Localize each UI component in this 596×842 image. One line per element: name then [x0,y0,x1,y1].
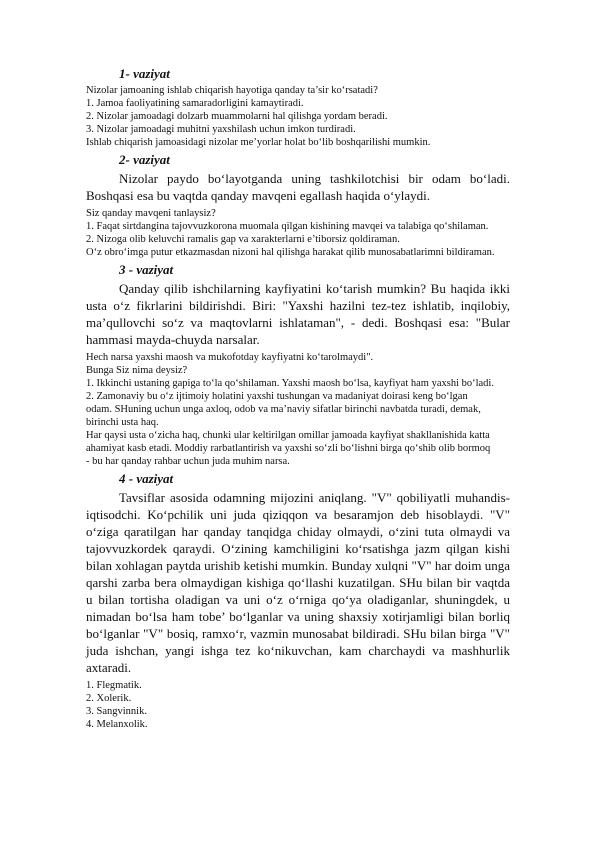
s4-option: 1. Flegmatik. [86,680,142,691]
s3-line: Hech narsa yaxshi maosh va mukofotday kayfiyatni ko‘tarolmaydi". [86,352,374,363]
s2-body: Nizolar paydo bo‘layotganda uning tashkilotchisi bir odam bo‘ladi. Boshqasi esa bu vaqtda qanday mavqeni egallash haqida o‘ylaydi. [86,171,510,203]
s3-lines [86,351,510,468]
s1-line: Ishlab chiqarish jamoasidagi nizolar me’yorlar holat bo‘lib boshqarilishi mumkin. [86,137,431,148]
s3-line: Har qaysi usta o‘zicha haq, chunki ular keltirilgan omillar jamoada kayfiyat shakllanishida katta [86,430,490,441]
document-page [86,66,510,731]
s2-line: O‘z obro‘imga putur etkazmasdan nizoni hal qilishga harakat qilib munosabatlarimni bildiraman. [86,247,495,258]
s2-line: 2. Nizoga olib keluvchi ramalis gap va xarakterlarni e’tiborsiz qoldiraman. [86,234,400,245]
s2-line: 1. Faqat sirtdangina tajovvuzkorona muomala qilgan kishining mavqei va talabiga qo‘shilaman. [86,221,489,232]
s4-heading: 4 - vaziyat [119,471,174,486]
s1-line: 3. Nizolar jamoadagi muhitni yaxshilash uchun imkon turdiradi. [86,124,356,135]
s3-heading: 3 - vaziyat [119,262,174,277]
s3-line: odam. SHuning uchun unga axloq, odob va ma’naviy sifatlar birinchi navbatda turadi, demak, [86,404,481,415]
s1-line: 1. Jamoa faoliyatining samaradorligini kamaytiradi. [86,98,304,109]
s3-line: - bu har qanday rahbar uchun juda muhim narsa. [86,456,290,467]
s2-heading: 2- vaziyat [119,152,170,167]
s3-line: ahamiyat kasb etadi. Moddiy rarbatlantirish va yaxshi so‘zli bo‘lishni birga qo‘shib olib bormoq [86,443,491,454]
s3-line: 2. Zamonaviy bu o‘z ijtimoiy holatini yaxshi tushungan va madaniyat doirasi keng bo‘lgan [86,391,468,402]
s1-heading: 1- vaziyat [119,66,170,81]
s4-body: Tavsiflar asosida odamning mijozini aniqlang. "V" qobiliyatli muhandis-iqtisodchi. Ko‘pchilik uni juda qiziqqon va besaramjon deb hisoblaydi. "V" o‘ziga qaratilgan har qanday tanqidga chiday olmaydi, o‘zini tuta olmaydi va tajovvuzkordek qaraydi. O‘zining kamchiligini ko‘rsatishga jazm qilgan kishi bilan xohlagan paytda urishib ketishi mumkin. Bunday xulqni "V" har doim unga qarshi zarba bera olmaydigan kishiga qo‘llashi kuzatilgan. SHu bilan bir vaqtda u bilan tortisha oladigan va uni o‘z o‘rniga qo‘ya oladiganlar, shuningdek, u nimadan bo‘lsa ham tobe’ bo‘lganlar va uning shaxsiy xotirjamligi bilan borliq bo‘lganlar "V" bosiq, ramxo‘r, vazmin munosabat bildiradi. SHu bilan birga "V" juda ishchan, yangi ishga tez ko‘nikuvchan, kam charchaydi va mashhurlik axtaradi. [86,490,510,675]
s3-line: birinchi usta haq. [86,417,159,428]
s1-line: 2. Nizolar jamoadagi dolzarb muammolarni hal qilishga yordam beradi. [86,111,388,122]
s4-option: 2. Xolerik. [86,693,132,704]
s4-option: 4. Melanxolik. [86,719,148,730]
s1-lines [86,84,510,149]
s2-lines [86,207,510,259]
s4-options [86,679,510,731]
s3-body: Qanday qilib ishchilarning kayfiyatini ko‘tarish mumkin? Bu haqida ikki usta o‘z fikrlarini bildirishdi. Biri: "Yaxshi hazilni tez-tez ishlatib, inqilobiy, ma’qullovchi so‘z va maqtovlarni ishlataman", - dedi. Boshqasi esa: "Bular hammasi mayda-chuyda narsalar. [86,281,510,347]
s3-line: Bunga Siz nima deysiz? [86,365,188,376]
s2-line: Siz qanday mavqeni tanlaysiz? [86,208,216,219]
s1-line: Nizolar jamoaning ishlab chiqarish hayotiga qanday ta’sir ko‘rsatadi? [86,85,378,96]
s3-line: 1. Ikkinchi ustaning gapiga to‘la qo‘shilaman. Yaxshi maosh bo‘lsa, kayfiyat ham yaxshi bo‘ladi. [86,378,494,389]
s4-option: 3. Sangvinnik. [86,706,147,717]
